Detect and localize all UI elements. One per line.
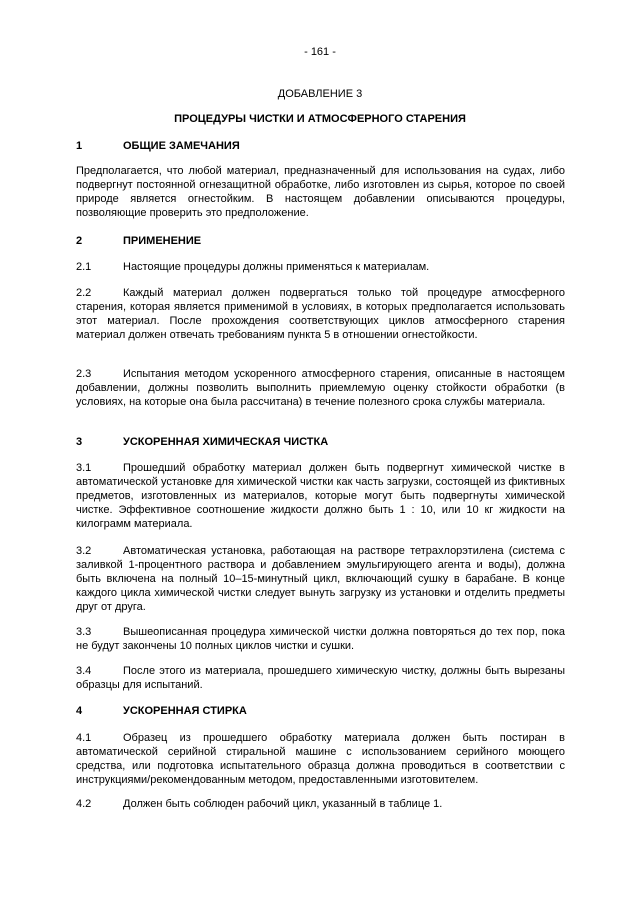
paragraph-text: Настоящие процедуры должны применяться к материалам. [123,261,430,273]
paragraph-number: 2.1 [76,261,92,273]
section-title: ПРИМЕНЕНИЕ [123,235,202,247]
document-title: ПРОЦЕДУРЫ ЧИСТКИ И АТМОСФЕРНОГО СТАРЕНИЯ [174,113,466,125]
section-heading-3 [76,435,565,449]
page-number: - 161 - [304,46,336,58]
paragraph-2-1 [76,260,565,274]
paragraph-3-4 [76,664,565,692]
paragraph-3-2 [76,544,565,614]
paragraph-number: 3.3 [76,626,92,638]
paragraph-text: Должен быть соблюден рабочий цикл, указанный в таблице 1. [123,798,443,810]
paragraph-text: После этого из материала, прошедшего химическую чистку, должны быть вырезаны образцы для испытаний. [76,665,565,691]
paragraph-text: Прошедший обработку материал должен быть подвергнут химической чистке в автоматической установке для химической чистки как часть загрузки, состоящей из фиктивных предметов, изготовленных из материалов, которые могут быть подвергнуты химической чистке. Эффективное соотношение жидкости должно быть 1 : 10, или 10 кг жидкости на килограмм материала. [76,462,565,530]
paragraph-number: 4.2 [76,798,92,810]
paragraph-number: 4.1 [76,732,92,744]
paragraph-3-1 [76,461,565,531]
paragraph-text: Образец из прошедшего обработку материала должен быть постиран в автоматической серийной стиральной машине с использованием серийного моющего средства, или подготовка испытательного образца должна проводиться в соответствии с инструкциями/рекомендованным методом, предоставленными изготовителем. [76,732,565,786]
paragraph-number: 3.2 [76,545,92,557]
section-number: 4 [76,705,83,717]
paragraph-text: Испытания методом ускоренного атмосферного старения, описанные в настоящем добавлении, должны позволить выполнить приемлемую оценку стойкости обработки (в условиях, на которые она была рассчитана) в течение полезного срока службы материала. [76,368,565,408]
section-heading-4 [76,704,565,718]
paragraph-2-2 [76,286,565,342]
paragraph-2-3 [76,367,565,409]
section-number: 3 [76,436,83,448]
paragraph-4-1 [76,731,565,787]
paragraph-text: Вышеописанная процедура химической чистки должна повторяться до тех пор, пока не будут закончены 10 полных циклов чистки и сушки. [76,626,565,652]
section-heading-2 [76,234,565,248]
paragraph-4-2 [76,797,565,811]
section-title: УСКОРЕННАЯ СТИРКА [123,705,247,717]
section-number: 1 [76,140,83,152]
paragraph-text: Автоматическая установка, работающая на растворе тетрахлорэтилена (система с заливкой 1-процентного раствора и добавлением эмульгирующего агента и воды), должна быть включена на полный 10–15-минутный цикл, включающий сушку в барабане. В конце каждого цикла химической чистки следует вынуть загрузку из установки и отделить предметы друг от друга. [76,545,565,613]
section-title: УСКОРЕННАЯ ХИМИЧЕСКАЯ ЧИСТКА [123,436,329,448]
section-number: 2 [76,235,83,247]
section-title: ОБЩИЕ ЗАМЕЧАНИЯ [123,140,240,152]
annex-title: ДОБАВЛЕНИЕ 3 [277,88,363,100]
intro-paragraph: Предполагается, что любой материал, предназначенный для использования на судах, либо подвергнут постоянной огнезащитной обработке, либо изготовлен из сырья, которое по своей природе является огнестойким. В настоящем добавлении описываются процедуры, позволяющие проверить это предположение. [76,165,565,219]
paragraph-number: 3.1 [76,462,92,474]
paragraph-number: 2.3 [76,368,92,380]
paragraph-text: Каждый материал должен подвергаться только той процедуре атмосферного старения, которая является применимой в условиях, в которых предполагается использовать этот материал. После прохождения соответствующих циклов атмосферного старения материал должен отвечать требованиям пункта 5 в отношении огнестойкости. [76,287,565,341]
paragraph-number: 2.2 [76,287,92,299]
section-heading-1 [76,139,565,153]
paragraph-3-3 [76,625,565,653]
paragraph-number: 3.4 [76,665,92,677]
